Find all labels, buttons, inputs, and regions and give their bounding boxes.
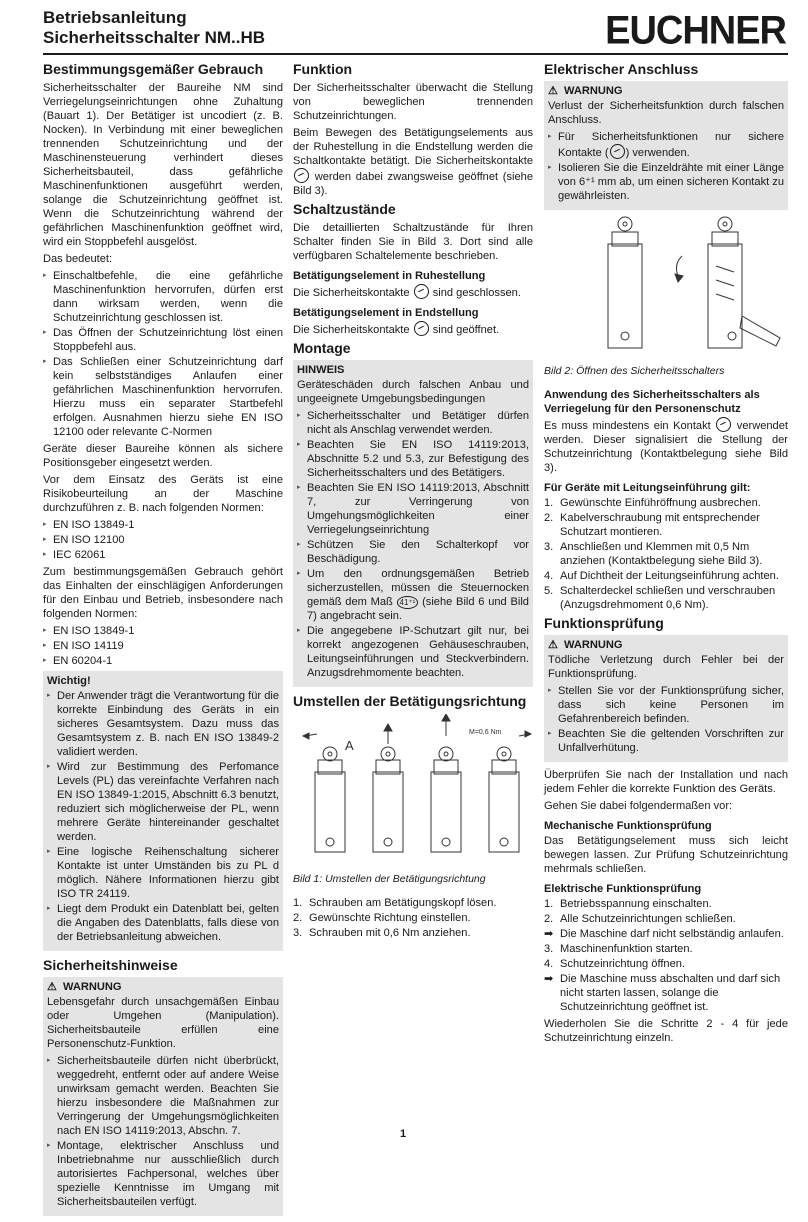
list-item: ▸ EN 60204-1 bbox=[43, 654, 283, 668]
list-item: ▸ Beachten Sie EN ISO 14119:2013, Abschnitt 7, zur Verringerung von Umgehungsmöglichkeiten einer Verriegelungseinrichtung bbox=[297, 481, 529, 537]
meaning-list bbox=[43, 269, 283, 439]
list-item: ▸ IEC 62061 bbox=[43, 548, 283, 562]
heading-cable-entry: Für Geräte mit Leitungseinführung gilt: bbox=[544, 482, 751, 494]
list-item: 3. Maschinenfunktion starten. bbox=[544, 943, 693, 955]
paragraph: Das bedeutet: bbox=[43, 253, 113, 265]
list-item: ▸ Einschaltbefehle, die eine gefährliche Maschinenfunktion hervorrufen, dürfen erst dann wirksam werden, wenn die Schutzeinrichtung geschlossen ist. bbox=[43, 269, 283, 325]
note-text: Geräteschäden durch falschen Anbau und ungeeignete Umgebungsbedingungen bbox=[297, 379, 529, 405]
column-1 bbox=[43, 58, 283, 1222]
list-item: ▸ Eine logische Reihenschaltung sicherer Kontakte ist unter Umständen bis zu PL d möglich. Nähere Informationen hierzu gibt ISO TR 24119. bbox=[47, 845, 279, 901]
warning-triangle-icon: ⚠ bbox=[47, 981, 57, 993]
page-number: 1 bbox=[400, 1128, 407, 1140]
result-item: ➡ Die Maschine darf nicht selbständig anlaufen. bbox=[544, 928, 784, 940]
list-item: 5. Schalterdeckel schließen und verschrauben (Anzugsdrehmoment 0,6 Nm). bbox=[544, 585, 776, 611]
heading-function: Funktion bbox=[293, 61, 353, 77]
warning-text: Lebensgefahr durch unsachgemäßen Einbau oder Umgehen (Manipulation). Sicherheitsbauteile erfüllen eine Personenschutz-Funktion. bbox=[47, 996, 279, 1050]
warning-text: Verlust der Sicherheitsfunktion durch falschen Anschluss. bbox=[548, 100, 784, 126]
heading-rest-position: Betätigungselement in Ruhestellung bbox=[293, 270, 486, 282]
warning-title: WARNUNG bbox=[63, 981, 122, 993]
paragraph: Die Sicherheitskontakte sind geöffnet. bbox=[293, 321, 533, 337]
list-item: ▸ Beachten Sie EN ISO 14119:2013, Abschnitte 5.2 und 5.3, zur Befestigung des Sicherheitsschalters und des Betätigers. bbox=[297, 438, 529, 480]
list-item: 1. Gewünschte Einführöffnung ausbrechen. bbox=[544, 497, 761, 509]
nc-contact-icon bbox=[414, 321, 429, 336]
important-title: Wichtig! bbox=[47, 675, 91, 687]
dimension-badge: 41⁺¹ bbox=[397, 596, 419, 609]
heading-intended-use: Bestimmungsgemäßer Gebrauch bbox=[43, 61, 264, 77]
torque-label: M=0,6 Nm bbox=[469, 729, 502, 736]
figure-2-caption: Bild 2: Öffnen des Sicherheitsschalters bbox=[544, 365, 725, 377]
list-item: ▸ Das Schließen einer Schutzeinrichtung darf kein selbstständiges Anlaufen einer gefährlichen Maschinenfunktion hervorrufen. Hierzu muss ein separater Startbefehl erfolgen. Ausnahmen hierzu siehe EN ISO 12100 oder relevante C-Normen bbox=[43, 355, 283, 439]
note-box bbox=[293, 360, 533, 687]
list-item: ▸ Der Anwender trägt die Verantwortung für die korrekte Einbindung des Geräts in ein sicheres Gesamtsystem. Dazu muss das Gesamtsystem z. B. nach EN ISO 13849-2 validiert werden. bbox=[47, 689, 279, 759]
list-item: ▸ EN ISO 13849-1 bbox=[43, 518, 283, 532]
figure-1-caption: Bild 1: Umstellen der Betätigungsrichtung bbox=[293, 873, 486, 885]
paragraph: Das Betätigungselement muss sich leicht bewegen lassen. Zur Prüfung Schutzeinrichtung mehrmals schließen. bbox=[544, 835, 788, 875]
list-item: ▸ Schützen Sie den Schalterkopf vor Beschädigung. bbox=[297, 538, 529, 566]
warning-box-test bbox=[544, 635, 788, 762]
nc-contact-icon bbox=[294, 168, 309, 183]
doc-title-line1: Betriebsanleitung bbox=[43, 8, 187, 27]
list-item: ▸ Liegt dem Produkt ein Datenblatt bei, gelten die Angaben des Datenblatts, falls diese von der Betriebsanleitung abweichen. bbox=[47, 902, 279, 944]
list-item: ▸ Für Sicherheitsfunktionen nur sichere Kontakte ( ) verwenden. bbox=[548, 130, 784, 160]
figure-2 bbox=[544, 216, 788, 360]
figure-1 bbox=[293, 714, 533, 868]
list-item: ▸ Stellen Sie vor der Funktionsprüfung sicher, dass sich keine Personen im Gefahrenbereich befinden. bbox=[548, 684, 784, 726]
list-item: ▸ Beachten Sie die geltenden Vorschriften zur Unfallverhütung. bbox=[548, 727, 784, 755]
heading-end-position: Betätigungselement in Endstellung bbox=[293, 307, 479, 319]
norms-list-2 bbox=[43, 624, 283, 668]
heading-switch-states: Schaltzustände bbox=[293, 201, 396, 217]
nc-contact-icon bbox=[414, 284, 429, 299]
warning-title: WARNUNG bbox=[564, 85, 623, 97]
arrow-right-icon: ➡ bbox=[544, 973, 554, 985]
column-2 bbox=[293, 58, 533, 943]
paragraph: Vor dem Einsatz des Geräts ist eine Risikobeurteilung an der Maschine durchzuführen z. B. nach folgenden Normen: bbox=[43, 474, 283, 514]
list-item: ▸ Wird zur Bestimmung des Perfomance Levels (PL) das vereinfachte Verfahren nach EN ISO 13849-1:2015, Abschnitt 6.3 benutzt, reduziert sich möglicherweise der PL, wenn mehrere Geräte hintereinander geschaltet werden. bbox=[47, 760, 279, 844]
paragraph: Überprüfen Sie nach der Installation und nach jedem Fehler die korrekte Funktion des Geräts. bbox=[544, 769, 788, 795]
nc-contact-icon bbox=[716, 417, 731, 432]
list-item: 2. Gewünschte Richtung einstellen. bbox=[293, 912, 471, 924]
heading-change-direction: Umstellen der Betätigungsrichtung bbox=[293, 693, 527, 709]
warning-title: WARNUNG bbox=[564, 639, 623, 651]
nc-contact-icon bbox=[610, 144, 625, 159]
direction-steps bbox=[293, 896, 533, 940]
open-switch-illustration bbox=[544, 216, 788, 356]
paragraph: Beim Bewegen des Betätigungselements aus der Ruhestellung in die Endstellung werden die Schaltkontakte betätigt. Die Sicherheitskontakte werden dabei zwangsweise geöffnet (siehe Bild 3). bbox=[293, 127, 533, 197]
list-item: 3. Schrauben mit 0,6 Nm anziehen. bbox=[293, 927, 471, 939]
page-header bbox=[43, 8, 788, 56]
paragraph: Es muss mindestens ein Kontakt verwendet werden. Dieser signalisiert die Stellung der Schutzeinrichtung (Kontaktbelegung siehe Bild 3). bbox=[544, 417, 788, 475]
column-3 bbox=[544, 58, 788, 1048]
list-item: ▸ EN ISO 14119 bbox=[43, 639, 283, 653]
doc-title-line2: Sicherheitsschalter NM..HB bbox=[43, 28, 266, 47]
euchner-logo: EUCHNER bbox=[605, 8, 786, 54]
list-item: ▸ EN ISO 12100 bbox=[43, 533, 283, 547]
paragraph: Die detaillierten Schaltzustände für Ihren Schalter finden Sie in Bild 3. Dort sind alle verfügbaren Schaltelemente beschrieben. bbox=[293, 222, 533, 262]
paragraph: Gehen Sie dabei folgendermaßen vor: bbox=[544, 800, 733, 812]
warning-triangle-icon: ⚠ bbox=[548, 85, 558, 97]
figure-label-a: A bbox=[345, 738, 354, 753]
list-item: ▸ Isolieren Sie die Einzeldrähte mit einer Länge von 6⁺¹ mm ab, um einen sicheren Kontakt zu gewährleisten. bbox=[548, 161, 784, 203]
warning-box-safety bbox=[43, 977, 283, 1216]
list-item: ▸ Montage, elektrischer Anschluss und Inbetriebnahme nur ausschließlich durch autorisiertes Fachpersonal, welches über spezielle Kenntnisse im Umgang mit Sicherheitsbauteilen verfügt. bbox=[47, 1139, 279, 1209]
paragraph: Wiederholen Sie die Schritte 2 - 4 für jede Schutzeinrichtung einzeln. bbox=[544, 1018, 788, 1044]
warning-text: Tödliche Verletzung durch Fehler bei der Funktionsprüfung. bbox=[548, 654, 784, 680]
list-item: ▸ Um den ordnungsgemäßen Betrieb sicherzustellen, müssen die Steuernocken gemäß dem Maß 41⁺¹ (siehe Bild 6 und Bild 7) angebracht sein. bbox=[297, 567, 529, 623]
switch-direction-illustration bbox=[293, 714, 533, 864]
cable-steps bbox=[544, 496, 788, 612]
list-item: ▸ Sicherheitsschalter und Betätiger dürfen nicht als Anschlag verwendet werden. bbox=[297, 409, 529, 437]
norms-list-1 bbox=[43, 518, 283, 562]
list-item: 1. Schrauben am Betätigungskopf lösen. bbox=[293, 897, 497, 909]
heading-electrical-test: Elektrische Funktionsprüfung bbox=[544, 883, 702, 895]
warning-box-electrical bbox=[544, 81, 788, 210]
list-item: 2. Alle Schutzeinrichtungen schließen. bbox=[544, 913, 736, 925]
list-item: 2. Kabelverschraubung mit entsprechender Schutzart montieren. bbox=[544, 512, 760, 538]
heading-function-test: Funktionsprüfung bbox=[544, 615, 664, 631]
note-title: HINWEIS bbox=[297, 364, 345, 376]
paragraph: Geräte dieser Baureihe können als sichere Positionsgeber eingesetzt werden. bbox=[43, 443, 283, 469]
list-item: 4. Schutzeinrichtung öffnen. bbox=[544, 958, 685, 970]
list-item: ▸ Sicherheitsbauteile dürfen nicht überbrückt, weggedreht, entfernt oder auf andere Weise unwirksam gemacht werden. Beachten Sie hierzu insbesondere die Maßnahmen zur Verringerung der Umgehungsmöglichkeiten nach EN ISO 14119:2013, Abschn. 7. bbox=[47, 1054, 279, 1138]
list-item: ▸ Die angegebene IP-Schutzart gilt nur, bei korrekt angezogenen Gehäuseschrauben, Leitungseinführungen und Steckverbindern. Anzugsdrehmomente beachten. bbox=[297, 624, 529, 680]
list-item: 3. Anschließen und Klemmen mit 0,5 Nm anziehen (Kontaktbelegung siehe Bild 3). bbox=[544, 541, 763, 567]
electrical-test-steps bbox=[544, 897, 788, 1014]
warning-triangle-icon: ⚠ bbox=[548, 639, 558, 651]
list-item: ▸ EN ISO 13849-1 bbox=[43, 624, 283, 638]
heading-mechanical-test: Mechanische Funktionsprüfung bbox=[544, 820, 712, 832]
heading-mounting: Montage bbox=[293, 340, 351, 356]
list-item: 4. Auf Dichtheit der Leitungseinführung achten. bbox=[544, 570, 779, 582]
list-item: ▸ Das Öffnen der Schutzeinrichtung löst einen Stoppbefehl aus. bbox=[43, 326, 283, 354]
result-item: ➡ Die Maschine muss abschalten und darf sich nicht starten lassen, solange die Schutzeinrichtung geöffnet ist. bbox=[544, 973, 781, 1013]
heading-electrical-connection: Elektrischer Anschluss bbox=[544, 61, 699, 77]
important-box bbox=[43, 671, 283, 951]
list-item: 1. Betriebsspannung einschalten. bbox=[544, 898, 712, 910]
paragraph: Der Sicherheitsschalter überwacht die Stellung von beweglichen trennenden Schutzeinrichtungen. bbox=[293, 82, 533, 122]
heading-safety: Sicherheitshinweise bbox=[43, 957, 178, 973]
header-rule bbox=[43, 53, 788, 55]
paragraph: Die Sicherheitskontakte sind geschlossen. bbox=[293, 284, 533, 300]
heading-interlocking-use: Anwendung des Sicherheitsschalters als Verriegelung für den Personenschutz bbox=[544, 389, 760, 415]
arrow-right-icon: ➡ bbox=[544, 928, 554, 940]
paragraph: Zum bestimmungsgemäßen Gebrauch gehört das Einhalten der einschlägigen Anforderungen für den Einbau und Betrieb, insbesondere nach folgenden Normen: bbox=[43, 566, 283, 620]
paragraph: Sicherheitsschalter der Baureihe NM sind Verriegelungseinrichtungen ohne Zuhaltung (Bauart 1). Der Betätiger ist uncodiert (z. B. Nocken). In Verbindung mit einer beweglichen trennenden Schutzeinrichtung und der Maschinensteuerung verhindert dieses Sicherheitsbauteil, dass gefährliche Maschinenfunktionen ausgeführt werden, solange die Schutzeinrichtung geöffnet ist. Wenn die Schutzeinrichtung während der gefährlichen Maschinenfunktion geöffnet wird, wird ein Stoppbefehl ausgelöst. bbox=[43, 82, 283, 248]
